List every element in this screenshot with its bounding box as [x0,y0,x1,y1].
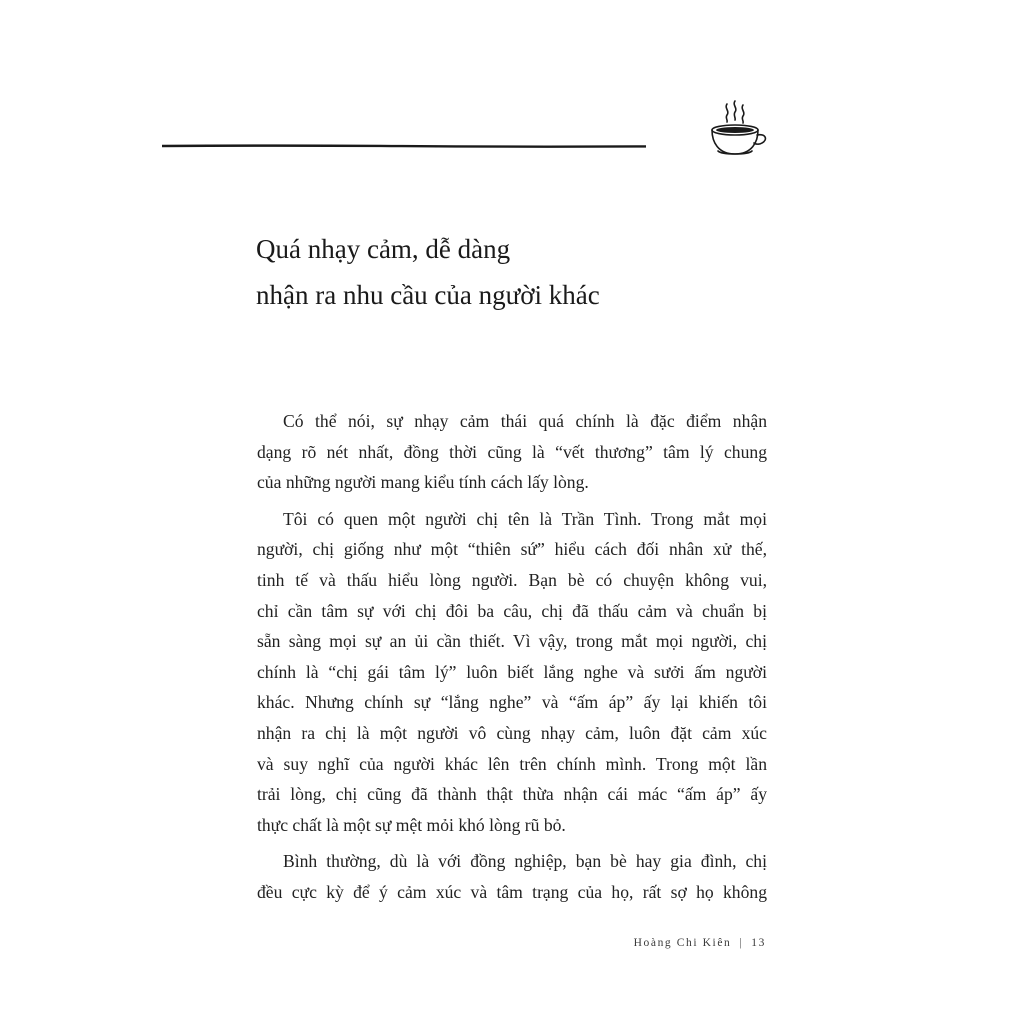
text-line: Tôi có quen một người chị tên là Trần Tình. Trong mắt mọi [283,508,767,529]
paragraph-3 [257,846,767,907]
paragraph-1 [257,406,767,498]
page-number: 13 [751,937,766,949]
body-text [257,406,767,914]
text-line: sẵn sàng mọi sự an ủi cần thiết. Vì vậy, trong mắt mọi người, chị [257,631,767,652]
text-line: Có thể nói, sự nhạy cảm thái quá chính là đặc điểm nhận [283,411,767,431]
text-line: Bình thường, dù là với đồng nghiệp, bạn bè hay gia đình, chị [283,851,767,872]
text-line: tinh tế và thấu hiểu lòng người. Bạn bè có chuyện không vui, [257,569,767,590]
text-line: người, chị giống như một “thiên sứ” hiểu cách đối nhân xử thế, [257,539,767,560]
chapter-title [256,226,776,318]
text-line: thực chất là một sự mệt mỏi khó lòng rũ bỏ. [257,814,566,835]
text-line: khác. Nhưng chính sự “lắng nghe” và “ấm áp” ấy lại khiến tôi [257,692,767,713]
text-line: dạng rõ nét nhất, đồng thời cũng là “vết thương” tâm lý chung [257,441,767,462]
text-line: trải lòng, chị cũng đã thành thật thừa nhận cái mác “ấm áp” ấy [257,784,767,805]
coffee-cup-icon [700,96,768,160]
paragraph-2 [257,504,767,841]
text-line: nhận ra chị là một người vô cùng nhạy cảm, luôn đặt cảm xúc [257,722,767,743]
chapter-title-line: Quá nhạy cảm, dễ dàng [256,234,511,264]
page-footer [634,937,766,949]
text-line: và suy nghĩ của người khác lên trên chính mình. Trong một lần [257,753,767,774]
text-line: của những người mang kiểu tính cách lấy lòng. [257,472,589,493]
chapter-title-line: nhận ra nhu cầu của người khác [256,280,600,310]
header-rule [162,144,646,148]
text-line: chính là “chị gái tâm lý” luôn biết lắng nghe và sưởi ấm người [257,661,767,682]
text-line: đều cực kỳ để ý cảm xúc và tâm trạng của họ, rất sợ họ không [257,881,767,902]
text-line: chỉ cần tâm sự với chị đôi ba câu, chị đã thấu cảm và chuẩn bị [257,600,767,621]
footer-separator: | [739,937,744,949]
footer-author: Hoàng Chi Kiên [633,937,732,949]
